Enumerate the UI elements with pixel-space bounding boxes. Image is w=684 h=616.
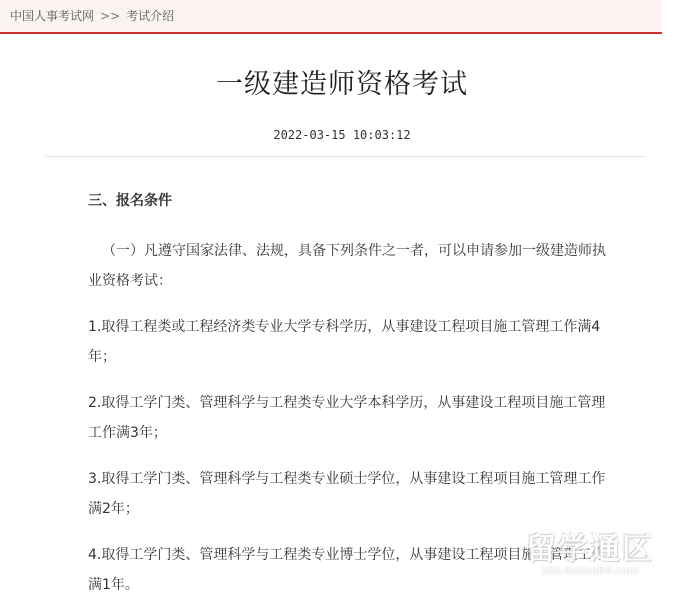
breadcrumb — [10, 7, 174, 24]
breadcrumb-current-link[interactable]: 考试介绍 — [126, 9, 175, 23]
site-watermark — [510, 524, 670, 577]
paragraph-intro: （一）凡遵守国家法律、法规，具备下列条件之一者，可以申请参加一级建造师执业资格考试： — [88, 243, 606, 289]
condition-item-4: 4.取得工学门类、管理科学与工程类专业博士学位，从事建设工程项目施工管理工作满1年。 — [88, 547, 606, 593]
condition-item-2: 2.取得工学门类、管理科学与工程类专业大学本科学历，从事建设工程项目施工管理工作满3年； — [88, 395, 606, 441]
condition-item-1: 1.取得工程类或工程经济类专业大学专科学历，从事建设工程项目施工管理工作满4年； — [88, 319, 601, 365]
section-heading: 三、报名条件 — [88, 193, 172, 209]
top-bar — [0, 0, 662, 34]
breadcrumb-home-link[interactable]: 中国人事考试网 — [10, 9, 95, 23]
watermark-url: bbs.liuxue86.com — [541, 564, 639, 577]
breadcrumb-separator: >> — [100, 9, 121, 23]
condition-item-3: 3.取得工学门类、管理科学与工程类专业硕士学位，从事建设工程项目施工管理工作满2年； — [88, 471, 606, 517]
publish-timestamp: 2022-03-15 10:03:12 — [273, 128, 411, 142]
title-divider — [45, 156, 645, 157]
watermark-logo: 留学通区 — [526, 532, 654, 567]
page-title: 一级建造师资格考试 — [216, 69, 468, 100]
